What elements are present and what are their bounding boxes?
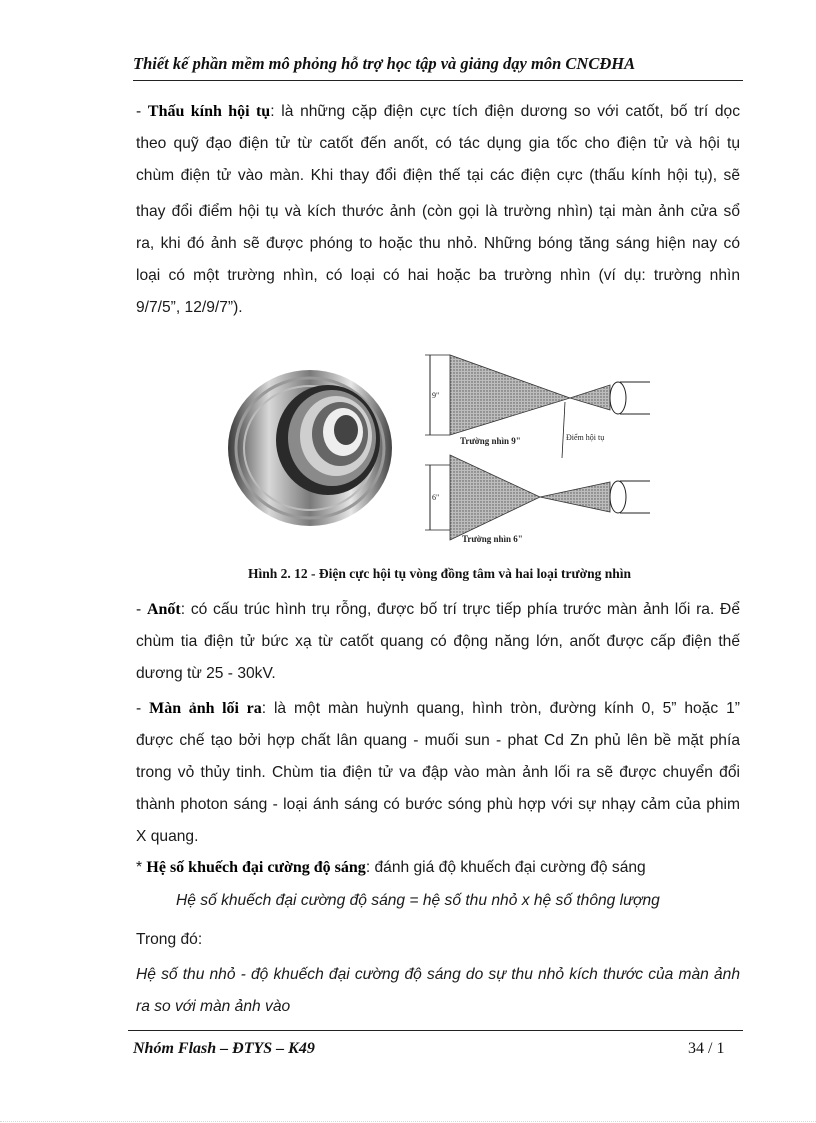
focus-point-annotation (562, 402, 604, 458)
paragraph-anode (136, 594, 740, 690)
page-header-title: Thiết kế phần mềm mô phỏng hỗ trợ học tập và giảng dạy môn CNCĐHA (133, 54, 636, 73)
paragraph-line: thay đổi điểm hội tụ và kích thước ảnh (còn gọi là trường nhìn) tại màn ảnh cửa sổ (136, 203, 740, 220)
figure-caption: Hình 2. 12 - Điện cực hội tụ vòng đồng tâm và hai loại trường nhìn (248, 566, 631, 581)
paragraph-line: * Hệ số khuếch đại cường độ sáng: đánh giá độ khuếch đại cường độ sáng (136, 859, 646, 876)
fov-diagram-bottom (425, 455, 650, 544)
figure-illustration (210, 330, 650, 555)
paragraph-line: chùm điện tử vào màn. Khi thay đổi điện thế tại các điện cực (thấu kính hội tụ), sẽ (136, 167, 740, 184)
definition-line-2: ra so với màn ảnh vào (136, 998, 291, 1015)
where-label: Trong đó: (136, 931, 203, 948)
ring-electrode-image (228, 370, 392, 526)
paragraph-line: dương từ 25 - 30kV. (136, 665, 276, 682)
paragraph-line: theo quỹ đạo điện tử từ catốt đến anốt, có tác dụng gia tốc cho điện tử và hội tụ (136, 135, 740, 152)
footer-group-name: Nhóm Flash – ĐTYS – K49 (133, 1040, 315, 1057)
paragraph-line: 9/7/5”, 12/9/7”). (136, 299, 243, 316)
paragraph-focusing-lens (136, 96, 740, 324)
definition-line-1: Hệ số thu nhỏ - độ khuếch đại cường độ sáng do sự thu nhỏ kích thước của màn ảnh (136, 966, 740, 983)
paragraph-line: trong vỏ thủy tinh. Chùm tia điện tử va đập vào màn ảnh lối ra sẽ được chuyển đổi (136, 764, 740, 781)
paragraph-line: thành photon sáng - loại ánh sáng có bước sóng phù hợp với sự nhạy cảm của phim (136, 796, 740, 813)
footer-page-number: 34 / 1 (688, 1040, 725, 1057)
term-focusing-lens: Thấu kính hội tụ (147, 103, 271, 120)
paragraph-line: ra, khi đó ảnh sẽ được phóng to hoặc thu nhỏ. Những bóng tăng sáng hiện nay có (136, 235, 740, 252)
term-brightness-gain: Hệ số khuếch đại cường độ sáng (146, 859, 366, 876)
fov-bottom-label: Trường nhìn 6" (462, 534, 523, 544)
paragraph-brightness-gain (136, 852, 740, 884)
paragraph-line: chùm tia điện tử bức xạ từ catốt quang có động năng lớn, anốt được cấp điện thế (136, 633, 740, 650)
paragraph-output-screen (136, 693, 740, 853)
paragraph-line: - Anốt: có cấu trúc hình trụ rỗng, được bố trí trực tiếp phía trước màn ảnh lối ra. Để (136, 601, 740, 618)
figure-focusing-electrode (210, 330, 650, 555)
paragraph-line: - Màn ảnh lối ra: là một màn huỳnh quang, hình tròn, đường kính 0, 5” hoặc 1” (136, 700, 740, 717)
fov-top-label: Trường nhìn 9" (460, 436, 521, 446)
header-divider (133, 80, 743, 81)
fov-top-dimension: 9" (432, 391, 440, 400)
formula-brightness-gain: Hệ số khuếch đại cường độ sáng = hệ số thu nhỏ x hệ số thông lượng (176, 892, 660, 909)
paragraph-line: được chế tạo bởi hợp chất lân quang - muối sun - phat Cd Zn phủ lên bề mặt phía (136, 732, 740, 749)
fov-bottom-dimension: 6" (432, 493, 440, 502)
focus-point-label: Điểm hội tụ (566, 433, 605, 442)
paragraph-line: loại có một trường nhìn, có loại có hai hoặc ba trường nhìn (ví dụ: trường nhìn (136, 267, 740, 284)
footer-divider (128, 1030, 743, 1031)
paragraph-line: X quang. (136, 828, 199, 845)
paragraph-line: - Thấu kính hội tụ: là những cặp điện cực tích điện dương so với catốt, bố trí dọc (136, 103, 740, 120)
term-output-screen: Màn ảnh lối ra (149, 700, 262, 717)
fov-diagram-top (425, 355, 650, 446)
term-anode: Anốt (146, 601, 181, 618)
